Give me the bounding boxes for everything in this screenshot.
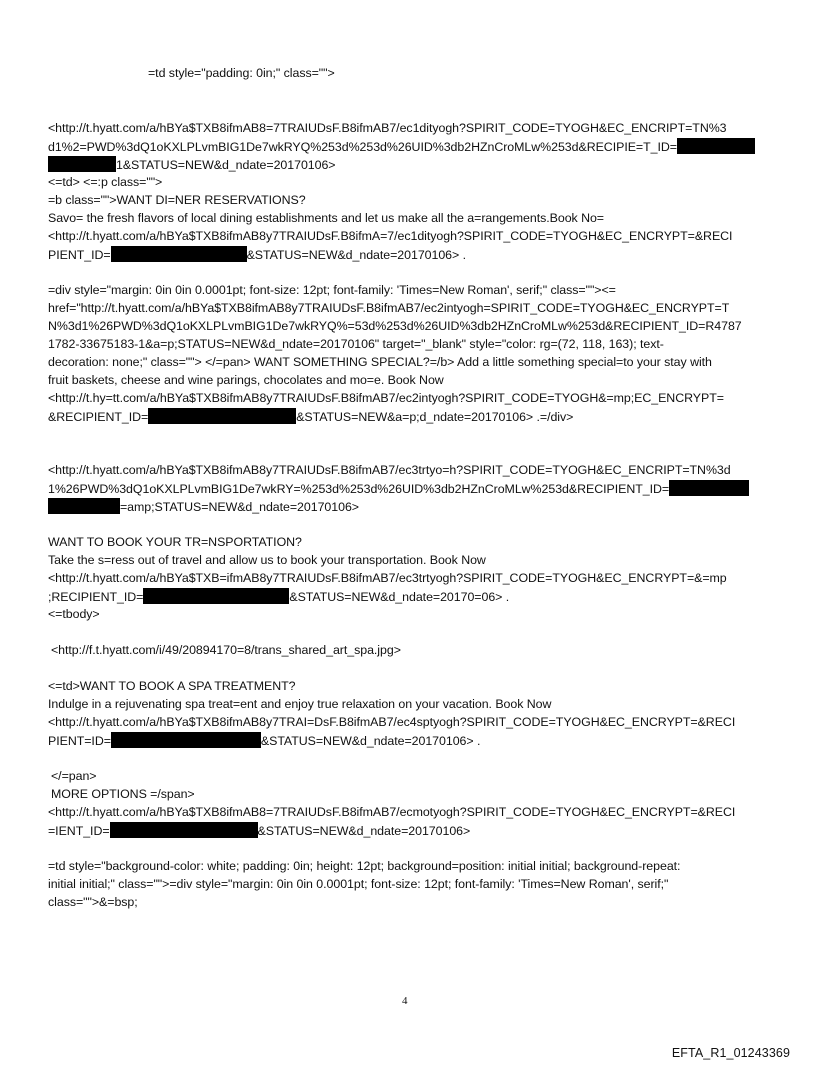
url-line xyxy=(48,498,359,516)
url-line xyxy=(48,480,749,498)
text-segment: &STATUS=NEW&d_ndate=20170106> . xyxy=(246,248,466,262)
url-line xyxy=(48,156,336,174)
redaction-box xyxy=(143,588,289,604)
text-line: =div style="margin: 0in 0in 0.0001pt; font-size: 12pt; font-family: 'Times=New Roman', serif;" class=""><= xyxy=(48,283,616,297)
url-line xyxy=(48,588,509,606)
heading-line: WANT TO BOOK YOUR TR=NSPORTATION? xyxy=(48,535,302,549)
text-segment: ;RECIPIENT_ID= xyxy=(48,590,144,604)
text-line: MORE OPTIONS =/span> xyxy=(51,787,195,801)
bates-number: EFTA_R1_01243369 xyxy=(671,1046,790,1060)
url-line: <http://t.hyatt.com/a/hBYa$TXB8ifmAB8y7TRAI=DsF.B8ifmAB7/ec4sptyogh?SPIRIT_CODE=TYOGH&EC_ENCRYPT=&RECI xyxy=(48,715,736,729)
text-segment: &STATUS=NEW&d_ndate=20170106> xyxy=(257,824,471,838)
text-segment: =amp;STATUS=NEW&d_ndate=20170106> xyxy=(120,500,359,514)
text-segment: &STATUS=NEW&a=p;d_ndate=20170106> .=/div> xyxy=(296,410,574,424)
text-segment: d1%2=PWD%3dQ1oKXLPLvmBIG1De7wkRYQ%253d%253d%26UID%3db2HZnCroMLw%253d&RECIPIE=T_ID= xyxy=(48,140,677,154)
text-line: 1782-33675183-1&a=p;STATUS=NEW&d_ndate=20170106" target="_blank" style="color: rg=(72, 118, 163); text- xyxy=(48,337,664,351)
redaction-box xyxy=(48,498,120,514)
text-line: <=tbody> xyxy=(48,607,100,621)
text-line: decoration: none;" class=""> </=pan> WANT SOMETHING SPECIAL?=/b> Add a little something special=to your stay with xyxy=(48,355,712,369)
text-line: =td style="background-color: white; padding: 0in; height: 12pt; background=position: initial initial; background-repeat: xyxy=(48,859,681,873)
text-segment: &STATUS=NEW&d_ndate=20170106> . xyxy=(260,734,481,748)
text-line: initial initial;" class="">=div style="margin: 0in 0in 0.0001pt; font-size: 12pt; font-family: 'Times=New Roman', serif;" xyxy=(48,877,669,891)
url-line xyxy=(48,246,466,264)
url-line: <http://t.hyatt.com/a/hBYa$TXB=ifmAB8y7TRAIUDsF.B8ifmAB7/ec3trtyogh?SPIRIT_CODE=TYOGH&EC_ENCRYPT=&=mp xyxy=(48,571,727,585)
text-line: class="">&=bsp; xyxy=(48,895,138,909)
url-line xyxy=(48,138,755,156)
url-line xyxy=(48,822,470,840)
text-line: <=td> <=:p class=""> xyxy=(48,175,163,189)
url-line xyxy=(48,408,573,426)
text-segment: 1&STATUS=NEW&d_ndate=20170106> xyxy=(116,158,336,172)
text-segment: &STATUS=NEW&d_ndate=20170=06> . xyxy=(289,590,510,604)
text-segment: &RECIPIENT_ID= xyxy=(48,410,149,424)
redaction-box xyxy=(669,480,749,496)
url-line xyxy=(48,732,480,750)
text-segment: PIENT_ID= xyxy=(48,248,111,262)
redaction-box xyxy=(110,822,258,838)
redaction-box xyxy=(111,246,247,262)
text-line: Indulge in a rejuvenating spa treat=ent and enjoy true relaxation on your vacation. Book Now xyxy=(48,697,552,711)
text-segment: 1%26PWD%3dQ1oKXLPLvmBIG1De7wkRY=%253d%253d%26UID%3db2HZnCroMLw%253d&RECIPIENT_ID= xyxy=(48,482,670,496)
text-segment: =IENT_ID= xyxy=(48,824,110,838)
text-line: fruit baskets, cheese and wine parings, chocolates and mo=e. Book Now xyxy=(48,373,444,387)
text-line: href="http://t.hyatt.com/a/hBYa$TXB8ifmAB8y7TRAIUDsF.B8ifmAB7/ec2intyogh=SPIRIT_CODE=TYOGH&EC_ENCRYPT=T xyxy=(48,301,730,315)
url-line: <http://t.hyatt.com/a/hBYa$TXB8ifmAB8=7TRAIUDsF.B8ifmAB7/ec1dityogh?SPIRIT_CODE=TYOGH&EC_ENCRIPT=TN%3 xyxy=(48,121,727,135)
heading-line: <=td>WANT TO BOOK A SPA TREATMENT? xyxy=(48,679,296,693)
url-line: <http://t.hy=tt.com/a/hBYa$TXB8ifmAB8y7TRAIUDsF.B8ifmAB7/ec2intyogh?SPIRIT_CODE=TYOGH&=mp;EC_ENCRYPT= xyxy=(48,391,724,405)
redaction-box xyxy=(677,138,755,154)
text-segment: PIENT=ID= xyxy=(48,734,111,748)
url-line: <http://t.hyatt.com/a/hBYa$TXB8ifmAB8y7TRAIUDsF.B8ifmAB7/ec3trtyo=h?SPIRIT_CODE=TYOGH&EC_ENCRIPT=TN%3d xyxy=(48,463,731,477)
text-line: =td style="padding: 0in;" class=""> xyxy=(148,66,335,80)
text-line: N%3d1%26PWD%3dQ1oKXLPLvmBIG1De7wkRYQ%=53d%253d%26UID%3db2HZnCroMLw%253d&RECIPIENT_ID=R4787 xyxy=(48,319,742,333)
url-line: <http://t.hyatt.com/a/hBYa$TXB8ifmAB8=7TRAIUDsF.B8ifmAB7/ecmotyogh?SPIRIT_CODE=TYOGH&EC_ENCRYPT=&RECI xyxy=(48,805,736,819)
redaction-box xyxy=(48,156,116,172)
redaction-box xyxy=(111,732,261,748)
page-number: 4 xyxy=(402,995,408,1007)
heading-line: =b class="">WANT DI=NER RESERVATIONS? xyxy=(48,193,306,207)
text-line: </=pan> xyxy=(51,769,97,783)
url-line: <http://f.t.hyatt.com/i/49/20894170=8/trans_shared_art_spa.jpg> xyxy=(51,643,401,657)
redaction-box xyxy=(148,408,296,424)
text-line: Take the s=ress out of travel and allow us to book your transportation. Book Now xyxy=(48,553,486,567)
url-line: <http://t.hyatt.com/a/hBYa$TXB8ifmAB8y7TRAIUDsF.B8ifmA=7/ec1dityogh?SPIRIT_CODE=TYOGH&EC_ENCRYPT=&RECI xyxy=(48,229,733,243)
text-line: Savo= the fresh flavors of local dining establishments and let us make all the a=rangements.Book No= xyxy=(48,211,604,225)
